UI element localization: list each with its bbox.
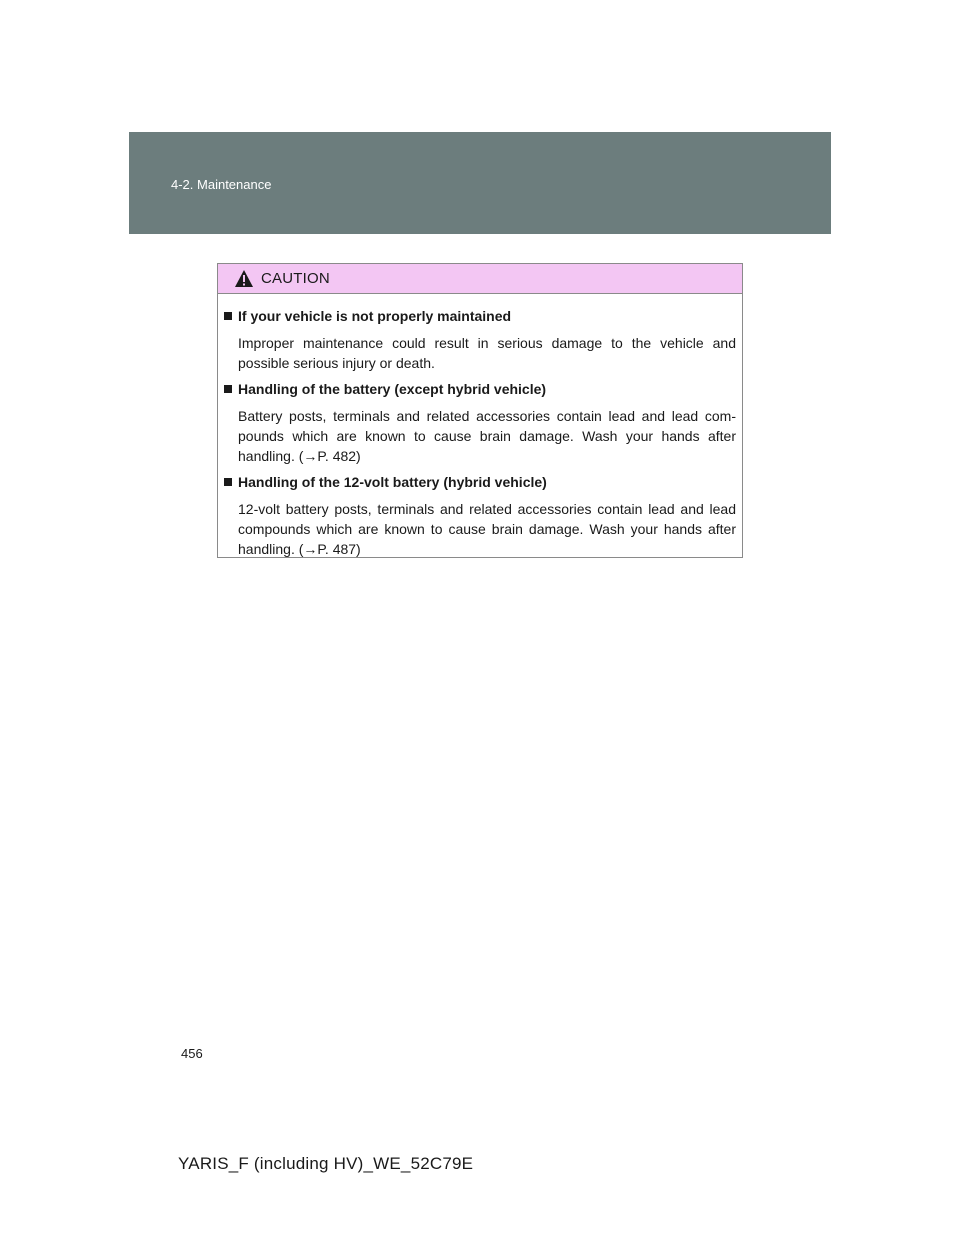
caution-item-heading <box>224 380 736 398</box>
caution-box <box>217 263 743 558</box>
square-bullet-icon <box>224 385 232 393</box>
caution-item-text: Battery posts, terminals and related accessories contain lead and lead com-pounds which are known to cause brain damage. Wash your hands after handling. (→P. 482) <box>238 408 736 464</box>
caution-item <box>224 380 736 466</box>
caution-item <box>224 307 736 373</box>
caution-item-heading <box>224 307 736 325</box>
caution-item-text: Improper maintenance could result in serious damage to the vehicle and possible serious injury or death. <box>238 335 736 371</box>
caution-header <box>218 264 742 294</box>
caution-item-heading-text: Handling of the 12-volt battery (hybrid vehicle) <box>238 474 547 490</box>
caution-item-text: 12-volt battery posts, terminals and related accessories contain lead and lead compounds which are known to cause brain damage. Wash your hands after handling. (→P. 487) <box>238 501 736 557</box>
caution-item-heading-text: If your vehicle is not properly maintained <box>238 308 512 324</box>
document-id: YARIS_F (including HV)_WE_52C79E <box>178 1154 474 1173</box>
caution-item <box>224 473 736 559</box>
square-bullet-icon <box>224 312 232 320</box>
warning-triangle-icon <box>234 269 254 288</box>
section-label: 4-2. Maintenance <box>171 177 272 192</box>
caution-body <box>218 294 742 559</box>
square-bullet-icon <box>224 478 232 486</box>
caution-item-heading <box>224 473 736 491</box>
page-number: 456 <box>181 1046 203 1061</box>
caution-title: CAUTION <box>261 270 330 287</box>
caution-item-heading-text: Handling of the battery (except hybrid vehicle) <box>238 381 547 397</box>
chapter-header-band <box>129 132 831 234</box>
